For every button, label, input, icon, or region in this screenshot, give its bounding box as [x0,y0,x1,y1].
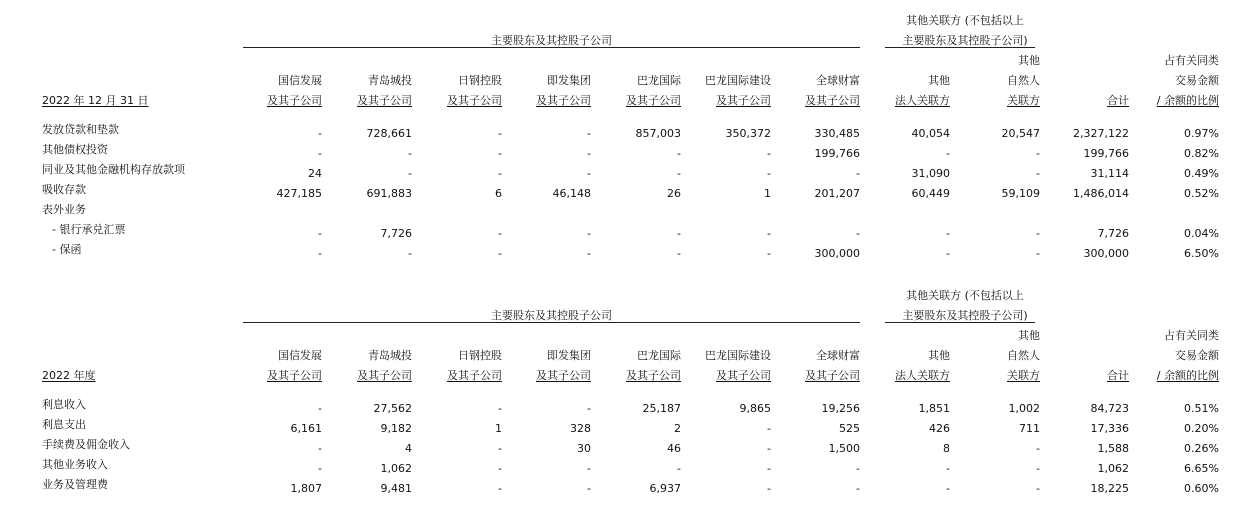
table-cell: 46 [667,442,681,455]
table-cell: - [318,147,322,160]
table-cell: 328 [570,422,591,435]
table-cell: 0.51% [1184,402,1219,415]
table-cell: 1 [495,422,502,435]
table-cell: 25,187 [642,402,681,415]
table-cell: 201,207 [814,187,860,200]
table-cell: 1,851 [918,402,950,415]
table-cell: - [856,227,860,240]
table-cell: 330,485 [814,127,860,140]
table-cell: - [318,462,322,475]
table-cell: 0.60% [1184,482,1219,495]
table-cell: 728,661 [366,127,412,140]
column-header: 青岛城投 [368,349,412,362]
column-header: 及其子公司 [536,94,591,107]
table-cell: 24 [308,167,322,180]
column-header: / 余额的比例 [1156,94,1219,107]
group-divider [243,47,860,48]
table-cell: - [318,402,322,415]
column-header: 占有关同类 [1164,54,1219,67]
table-cell: 711 [1019,422,1040,435]
table-cell: 60,449 [911,187,950,200]
table-cell: 17,336 [1090,422,1129,435]
table-cell: - [677,147,681,160]
table-cell: 7,726 [1097,227,1129,240]
column-header: 即发集团 [547,74,591,87]
row-label: 发放贷款和垫款 [42,123,119,136]
table-cell: - [587,167,591,180]
table-cell: 1,002 [1008,402,1040,415]
column-header: 自然人 [1007,74,1040,87]
table-cell: 427,185 [276,187,322,200]
table-cell: - [1036,462,1040,475]
table-cell: 199,766 [814,147,860,160]
column-header: 合计 [1107,94,1129,107]
table-cell: 6 [495,187,502,200]
row-label: 利息收入 [42,398,86,411]
table-cell: 0.20% [1184,422,1219,435]
table-cell: - [498,442,502,455]
table-cell: 0.97% [1184,127,1219,140]
table-cell: - [767,462,771,475]
table-cell: 6,937 [649,482,681,495]
table-cell: - [1036,247,1040,260]
table-cell: - [677,462,681,475]
table-cell: 1,500 [828,442,860,455]
table-cell: 6.50% [1184,247,1219,260]
group-divider [243,322,860,323]
column-header: / 余额的比例 [1156,369,1219,382]
table-cell: 1,486,014 [1073,187,1129,200]
table-cell: - [856,167,860,180]
column-header: 即发集团 [547,349,591,362]
table-cell: - [1036,227,1040,240]
table-cell: - [587,127,591,140]
column-header: 全球财富 [816,349,860,362]
table-cell: - [498,147,502,160]
table-cell: - [677,227,681,240]
column-header: 及其子公司 [267,94,322,107]
table-cell: - [1036,442,1040,455]
column-header: 及其子公司 [447,369,502,382]
table-cell: - [946,227,950,240]
table-cell: 6,161 [290,422,322,435]
column-header: 法人关联方 [895,94,950,107]
table-cell: - [318,227,322,240]
table-cell: 8 [943,442,950,455]
row-label: 同业及其他金融机构存放款项 [42,163,185,176]
table-cell: - [498,402,502,415]
table-cell: 0.26% [1184,442,1219,455]
major-shareholders-group-header: 主要股东及其控股子公司 [491,309,612,322]
table-cell: - [677,167,681,180]
column-header: 合计 [1107,369,1129,382]
table-cell: - [1036,147,1040,160]
table-cell: - [1036,482,1040,495]
table-cell: 9,481 [380,482,412,495]
group-divider [885,47,1035,48]
column-header: 日钢控股 [458,74,502,87]
column-header: 占有关同类 [1164,329,1219,342]
column-header: 及其子公司 [716,94,771,107]
column-header: 交易金额 [1175,74,1219,87]
column-header: 巴龙国际建设 [705,349,771,362]
column-header: 及其子公司 [357,369,412,382]
column-header: 交易金额 [1175,349,1219,362]
table-cell: - [767,247,771,260]
major-shareholders-group-header: 主要股东及其控股子公司 [491,34,612,47]
table-cell: - [498,462,502,475]
table-cell: - [587,227,591,240]
table-cell: 19,256 [821,402,860,415]
table-cell: 0.04% [1184,227,1219,240]
table-cell: - [1036,167,1040,180]
table-cell: 1,807 [290,482,322,495]
column-header: 青岛城投 [368,74,412,87]
column-header: 国信发展 [278,74,322,87]
table-cell: - [408,247,412,260]
other-related-parties-header: 其他关联方 (不包括以上 [906,289,1024,302]
table-cell: - [318,247,322,260]
table-cell: 4 [405,442,412,455]
table-cell: 2,327,122 [1073,127,1129,140]
column-header: 关联方 [1007,94,1040,107]
row-label: - 银行承兑汇票 [52,223,126,236]
table-cell: - [946,147,950,160]
other-related-parties-header: 主要股东及其控股子公司) [902,309,1028,322]
table-cell: 691,883 [366,187,412,200]
table-cell: 1 [764,187,771,200]
column-header: 其他 [928,74,950,87]
row-label: 手续费及佣金收入 [42,438,130,451]
table-cell: - [587,462,591,475]
table-cell: - [318,442,322,455]
table-cell: 300,000 [814,247,860,260]
table-cell: - [856,462,860,475]
table-cell: 84,723 [1090,402,1129,415]
row-label: 表外业务 [42,203,86,216]
table-cell: - [498,127,502,140]
table-cell: 426 [929,422,950,435]
period-label: 2022 年 12 月 31 日 [42,94,149,107]
table-cell: - [408,167,412,180]
table-cell: 9,865 [739,402,771,415]
table-cell: 46,148 [552,187,591,200]
column-header: 及其子公司 [626,94,681,107]
table-cell: 1,062 [380,462,412,475]
table-cell: 199,766 [1083,147,1129,160]
table-cell: - [498,227,502,240]
column-header: 日钢控股 [458,349,502,362]
table-cell: 1,588 [1097,442,1129,455]
column-header: 自然人 [1007,349,1040,362]
row-label: 其他业务收入 [42,458,108,471]
column-header: 关联方 [1007,369,1040,382]
table-cell: - [767,482,771,495]
table-cell: - [767,167,771,180]
column-header: 其他 [1018,329,1040,342]
period-label: 2022 年度 [42,369,96,382]
table-cell: - [946,482,950,495]
column-header: 及其子公司 [447,94,502,107]
table-cell: 27,562 [373,402,412,415]
table-cell: - [408,147,412,160]
table-cell: - [587,147,591,160]
table-cell: - [587,402,591,415]
other-related-parties-header: 其他关联方 (不包括以上 [906,14,1024,27]
column-header: 巴龙国际 [637,349,681,362]
row-label: - 保函 [52,243,82,256]
column-header: 及其子公司 [805,94,860,107]
table-cell: 9,182 [380,422,412,435]
table-cell: 40,054 [911,127,950,140]
table-cell: - [767,422,771,435]
row-label: 吸收存款 [42,183,86,196]
table-cell: 300,000 [1083,247,1129,260]
table-cell: 0.82% [1184,147,1219,160]
table-cell: - [498,247,502,260]
table-cell: 0.52% [1184,187,1219,200]
row-label: 利息支出 [42,418,86,431]
column-header: 及其子公司 [626,369,681,382]
table-cell: - [767,227,771,240]
table-cell: 31,114 [1090,167,1129,180]
column-header: 其他 [1018,54,1040,67]
table-cell: 18,225 [1090,482,1129,495]
table-cell: 1,062 [1097,462,1129,475]
table-cell: 350,372 [725,127,771,140]
table-cell: - [498,167,502,180]
column-header: 其他 [928,349,950,362]
row-label: 业务及管理费 [42,478,108,491]
table-cell: - [498,482,502,495]
column-header: 巴龙国际 [637,74,681,87]
table-cell: 59,109 [1001,187,1040,200]
column-header: 及其子公司 [267,369,322,382]
table-cell: 857,003 [635,127,681,140]
table-cell: 525 [839,422,860,435]
table-cell: - [318,127,322,140]
column-header: 及其子公司 [357,94,412,107]
table-cell: 26 [667,187,681,200]
table-cell: 30 [577,442,591,455]
other-related-parties-header: 主要股东及其控股子公司) [902,34,1028,47]
column-header: 及其子公司 [805,369,860,382]
table-cell: - [587,482,591,495]
column-header: 及其子公司 [716,369,771,382]
row-label: 其他债权投资 [42,143,108,156]
group-divider [885,322,1035,323]
table-cell: 6.65% [1184,462,1219,475]
column-header: 法人关联方 [895,369,950,382]
table-cell: - [767,442,771,455]
table-cell: - [856,482,860,495]
table-cell: 20,547 [1001,127,1040,140]
table-cell: 2 [674,422,681,435]
table-cell: - [677,247,681,260]
table-cell: - [767,147,771,160]
table-cell: - [587,247,591,260]
column-header: 国信发展 [278,349,322,362]
table-cell: 31,090 [911,167,950,180]
table-cell: - [946,247,950,260]
table-cell: 0.49% [1184,167,1219,180]
table-cell: - [946,462,950,475]
column-header: 巴龙国际建设 [705,74,771,87]
table-cell: 7,726 [380,227,412,240]
column-header: 全球财富 [816,74,860,87]
column-header: 及其子公司 [536,369,591,382]
